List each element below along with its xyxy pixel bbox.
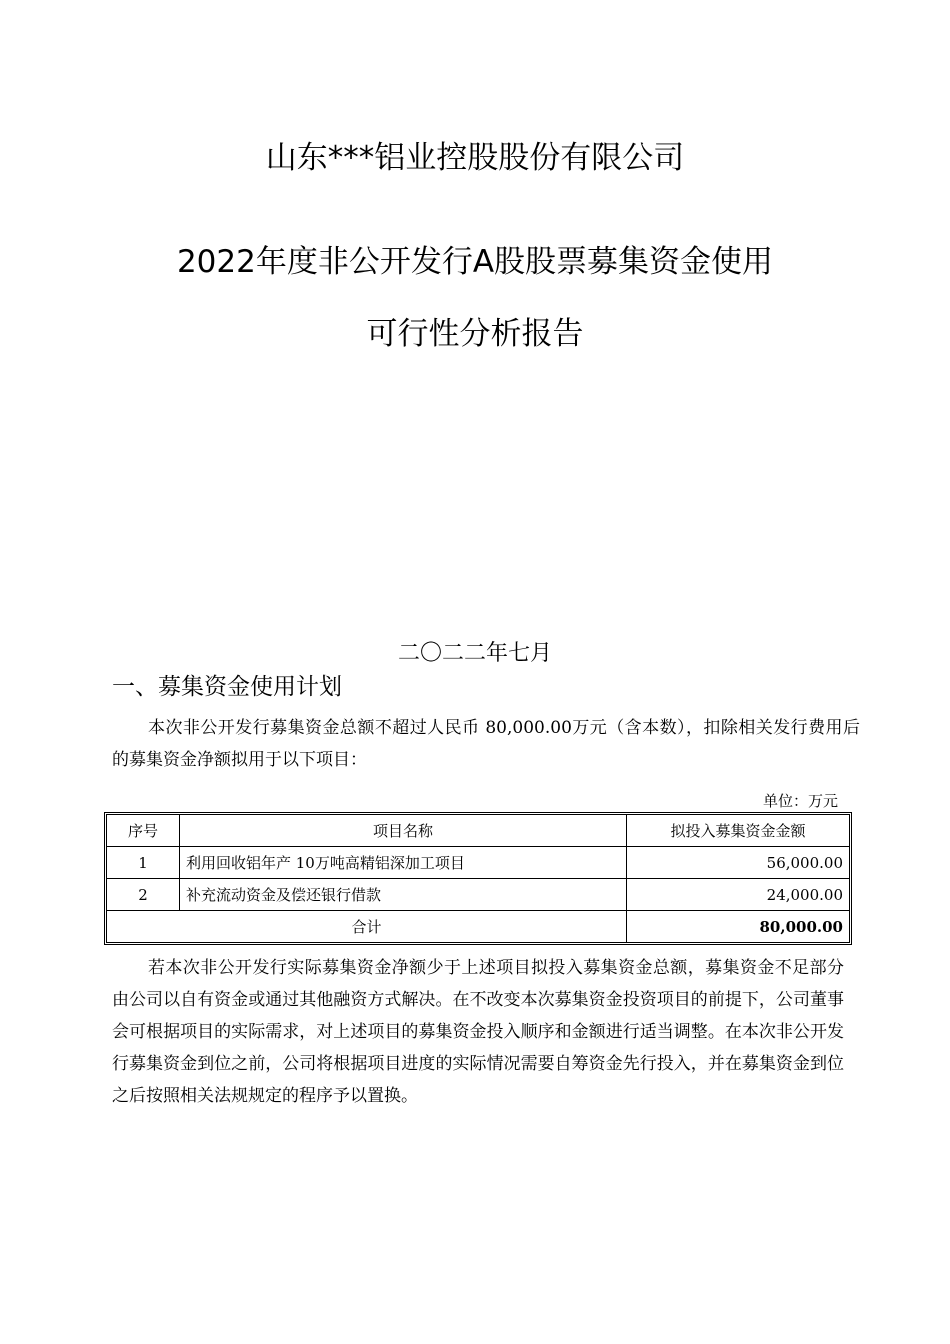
table-row: [107, 847, 849, 879]
section-heading: 一、募集资金使用计划: [112, 674, 342, 700]
fund-usage-table: [104, 812, 852, 945]
row-name: 补充流动资金及偿还银行借款: [180, 879, 627, 911]
row-no: 1: [107, 847, 180, 879]
header-amount: 拟投入募集资金金额: [627, 815, 850, 847]
row-no: 2: [107, 879, 180, 911]
row-amount: 56,000.00: [627, 847, 850, 879]
table-row: [107, 879, 849, 911]
unit-label: 单位：万元: [762, 792, 838, 810]
report-title-line1: 2022年度非公开发行A股股票募集资金使用: [176, 244, 774, 280]
report-title-line2: 可行性分析报告: [366, 316, 584, 352]
intro-paragraph: 本次非公开发行募集资金总额不超过人民币 80,000.00万元（含本数），扣除相关发行费用后的募集资金净额拟用于以下项目：: [112, 718, 860, 770]
total-label: 合计: [107, 911, 627, 943]
company-name: 山东***铝业控股股份有限公司: [265, 140, 685, 176]
row-name: 利用回收铝年产 10万吨高精铝深加工项目: [180, 847, 627, 879]
note-paragraph: 若本次非公开发行实际募集资金净额少于上述项目拟投入募集资金总额，募集资金不足部分由公司以自有资金或通过其他融资方式解决。在不改变本次募集资金投资项目的前提下，公司董事会可根据项目的实际需求，对上述项目的募集资金投入顺序和金额进行适当调整。在本次非公开发行募集资金到位之前，公司将根据项目进度的实际情况需要自筹资金先行投入，并在募集资金到位之后按照相关法规规定的程序予以置换。: [112, 958, 844, 1106]
header-no: 序号: [107, 815, 180, 847]
row-amount: 24,000.00: [627, 879, 850, 911]
header-name: 项目名称: [180, 815, 627, 847]
table-header-row: [107, 815, 849, 847]
table-total-row: [107, 911, 849, 943]
total-amount: 80,000.00: [627, 911, 850, 943]
report-date: 二〇二二年七月: [397, 641, 552, 666]
